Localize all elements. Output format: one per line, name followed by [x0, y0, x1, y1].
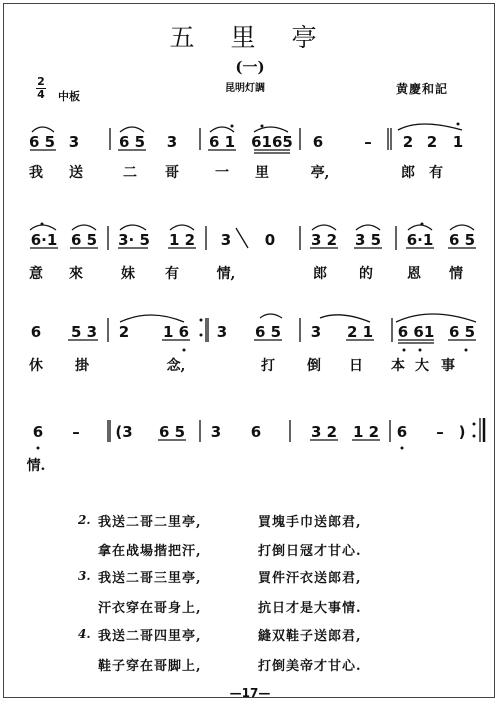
lyric: 本: [391, 358, 405, 374]
lyric: 我: [29, 165, 43, 181]
note: 6 5: [448, 231, 476, 249]
lyric: 掛: [75, 358, 89, 374]
lyric: 妹: [121, 266, 135, 282]
lyric: 情.: [26, 458, 46, 474]
lyric: 哥: [165, 165, 179, 181]
time-signature-bottom: 4: [37, 88, 45, 101]
lyric: 亭,: [310, 165, 330, 181]
lyric: 郎: [313, 266, 327, 282]
note: 3: [216, 323, 228, 341]
note: 1: [452, 133, 464, 151]
note: 3 5: [354, 231, 382, 249]
verse-line: 我送二哥四里亭,: [98, 629, 202, 644]
lyric: 來: [69, 266, 83, 282]
note: –: [364, 133, 372, 151]
note: 6 5: [28, 133, 56, 151]
lyric: 有: [165, 266, 179, 282]
note: 3 2: [310, 423, 338, 441]
note: 6 1: [208, 133, 236, 151]
lyric: 情,: [216, 266, 236, 282]
lyric: 意: [29, 266, 43, 282]
lyric: 日: [349, 358, 363, 374]
note: 6: [396, 423, 408, 441]
song-title: 五 里 亭: [169, 23, 331, 52]
note: –: [72, 423, 80, 441]
note: 2 1: [346, 323, 374, 341]
note: 3: [310, 323, 322, 341]
verse-line: 汗衣穿在哥身上,: [98, 601, 202, 616]
note: 6 5: [70, 231, 98, 249]
note: 1 2: [352, 423, 380, 441]
verse-line: 打倒日冦才甘心.: [258, 544, 362, 559]
note: 6·1: [406, 231, 434, 249]
lyric: 郎: [401, 165, 415, 181]
verse-line: 我送二哥二里亭,: [98, 515, 202, 530]
lyric: 恩: [407, 266, 421, 282]
note: 6 5: [254, 323, 282, 341]
verse-number: 4.: [78, 627, 91, 641]
note: 2: [118, 323, 130, 341]
tune-name: 昆明灯調: [225, 83, 265, 94]
lyric: 送: [69, 165, 83, 181]
note: 6: [312, 133, 324, 151]
tempo-marking: 中板: [58, 90, 80, 103]
note: 3· 5: [118, 231, 150, 249]
note: 1 6: [162, 323, 190, 341]
lyric: 倒: [307, 358, 321, 374]
note: 0: [264, 231, 276, 249]
verse-line: 買件汗衣送郎君,: [258, 571, 362, 586]
note: 3: [220, 231, 232, 249]
page-number: —17—: [229, 686, 271, 700]
lyric: 一: [215, 165, 229, 181]
verse-line: 買塊手巾送郎君,: [258, 515, 362, 530]
lyric: 的: [359, 266, 373, 282]
note: 2: [426, 133, 438, 151]
lyric: 里: [255, 165, 269, 181]
note: 6165: [251, 133, 293, 151]
note: (3: [115, 423, 133, 441]
note: 6 5: [118, 133, 146, 151]
verse-number: 2.: [78, 513, 91, 527]
verse-line: 鞋子穿在哥脚上,: [98, 659, 202, 674]
note: 6: [250, 423, 262, 441]
lyric: 事: [441, 358, 455, 374]
note: ): [458, 423, 466, 441]
note: 6 5: [158, 423, 186, 441]
note: 6·1: [30, 231, 58, 249]
note: 6 5: [448, 323, 476, 341]
verse-line: 抗日才是大事情.: [258, 601, 362, 616]
lyric: 二: [123, 165, 137, 181]
note: 6: [30, 323, 42, 341]
note: 5 3: [70, 323, 98, 341]
lyric: 打: [261, 358, 275, 374]
verse-number: 3.: [78, 569, 91, 583]
time-signature-top: 2: [37, 75, 45, 88]
note: 3: [68, 133, 80, 151]
verse-line: 縫双鞋子送郎君,: [258, 629, 362, 644]
verse-line: 我送二哥三里亭,: [98, 571, 202, 586]
lyric: 休: [29, 358, 43, 374]
note: –: [436, 423, 444, 441]
song-subtitle: (一): [235, 58, 265, 76]
lyric: 情: [449, 266, 463, 282]
lyric: 念,: [166, 358, 186, 374]
note: 2: [402, 133, 414, 151]
note: 6: [32, 423, 44, 441]
note: 1 2: [168, 231, 196, 249]
note: 3 2: [310, 231, 338, 249]
lyric: 大: [415, 358, 429, 374]
note: 6 61: [397, 323, 435, 341]
note: 3: [166, 133, 178, 151]
verse-line: 打倒美帝才甘心.: [258, 659, 362, 674]
lyric: 有: [429, 165, 443, 181]
author-credit: 黄慶和記: [396, 82, 449, 96]
verse-line: 拿在战場揩把汗,: [98, 544, 202, 559]
note: 3: [210, 423, 222, 441]
